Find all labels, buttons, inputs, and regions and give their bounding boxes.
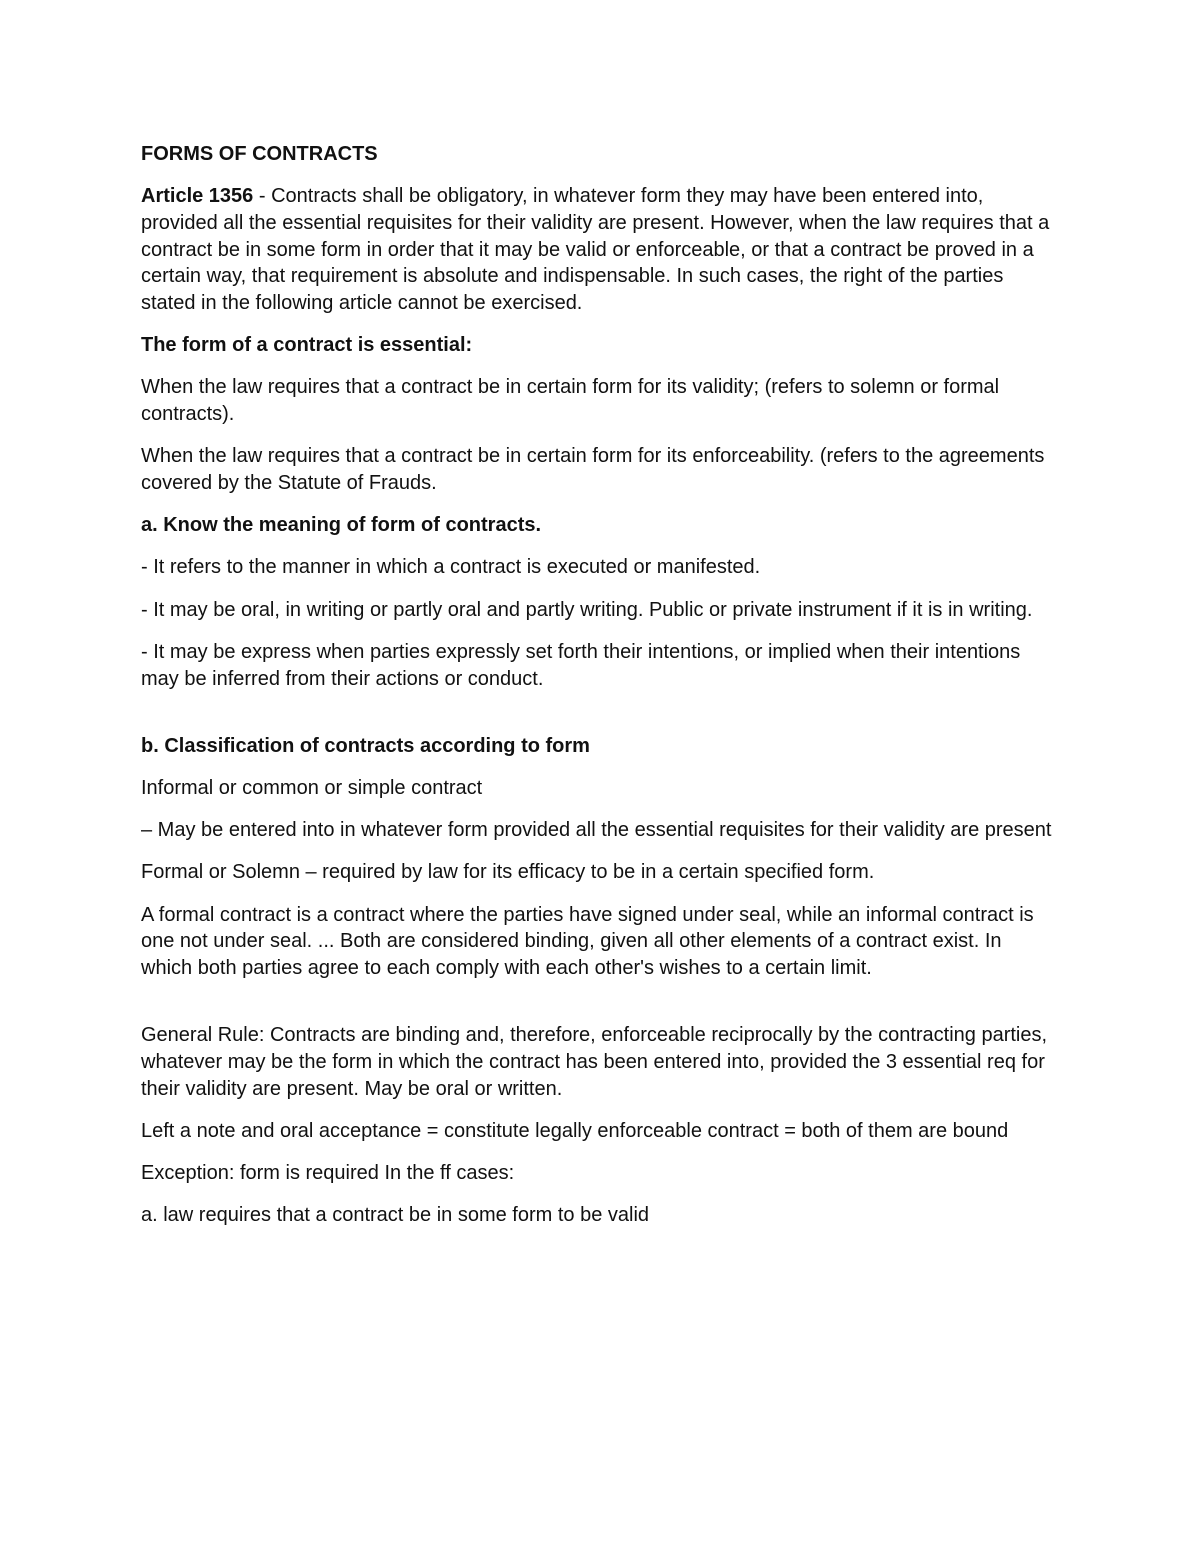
document-page: [141, 141, 1056, 1244]
note-acceptance-paragraph: Left a note and oral acceptance = constitute legally enforceable contract = both of them are bound: [141, 1119, 1009, 1142]
general-rule-paragraph: General Rule: Contracts are binding and, therefore, enforceable reciprocally by the contracting parties, whatever may be the form in which the contract has been entered into, provided the 3 essential req for their validity are present. May be oral or written.: [141, 1024, 1048, 1100]
essential-heading: The form of a contract is essential:: [141, 334, 473, 357]
essential-paragraph-validity: When the law requires that a contract be in certain form for its validity; (refers to solemn or formal contracts).: [141, 376, 1000, 426]
spacer: [141, 708, 1056, 733]
article-1356-paragraph: [141, 183, 1056, 317]
section-b-heading: b. Classification of contracts according to form: [141, 734, 590, 757]
formal-contract-label: Formal or Solemn – required by law for its efficacy to be in a certain specified form.: [141, 861, 875, 884]
article-label: Article 1356: [141, 185, 254, 208]
list-item: - It may be express when parties expressly set forth their intentions, or implied when their intentions may be inferred from their actions or conduct.: [141, 640, 1021, 690]
document-title: FORMS OF CONTRACTS: [141, 143, 378, 165]
section-a-heading: a. Know the meaning of form of contracts.: [141, 514, 542, 537]
spacer: [141, 997, 1056, 1022]
informal-contract-description: – May be entered into in whatever form provided all the essential requisites for their validity are present: [141, 819, 1052, 842]
informal-contract-label: Informal or common or simple contract: [141, 776, 483, 799]
essential-paragraph-enforceability: When the law requires that a contract be in certain form for its enforceability. (refers to the agreements covered by the Statute of Frauds.: [141, 445, 1045, 495]
exception-item-a: a. law requires that a contract be in some form to be valid: [141, 1204, 650, 1227]
list-item: - It refers to the manner in which a contract is executed or manifested.: [141, 556, 761, 579]
list-item: - It may be oral, in writing or partly oral and partly writing. Public or private instrument if it is in writing.: [141, 598, 1033, 621]
exception-paragraph: Exception: form is required In the ff cases:: [141, 1161, 515, 1184]
article-text: - Contracts shall be obligatory, in whatever form they may have been entered into, provided all the essential requisites for their validity are present. However, when the law requires that a contract be in some form in order that it may be valid or enforceable, or that a contract be proved in a certain way, that requirement is absolute and indispensable. In such cases, the right of the parties stated in the following article cannot be exercised.: [141, 185, 1050, 315]
formal-contract-description: A formal contract is a contract where the parties have signed under seal, while an informal contract is one not under seal. ... Both are considered binding, given all other elements of a contract exist. In which both parties agree to each comply with each other's wishes to a certain limit.: [141, 903, 1034, 979]
